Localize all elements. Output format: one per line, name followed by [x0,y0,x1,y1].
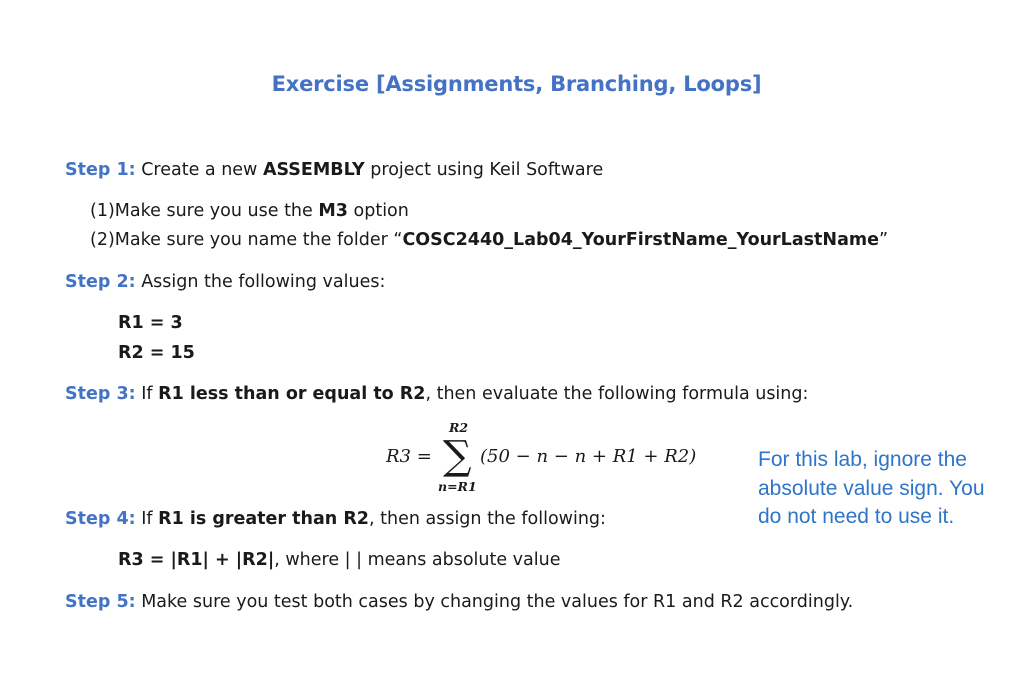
page-title: Exercise [Assignments, Branching, Loops] [271,72,762,96]
assignment-r1-text: R1 = 3 [118,313,183,333]
side-note: For this lab, ignore the absolute value sign. You do not need to use it. [758,448,985,528]
formula-body: (50 − n − n + R1 + R2) [480,446,697,467]
step-5 [65,590,853,614]
step-1-bold: ASSEMBLY [262,160,365,180]
formula-lhs-text: R3 = [386,446,432,467]
step-3 [65,382,808,406]
step-1-label: Step 1: [65,160,136,180]
step-4-label: Step 4: [65,509,136,529]
step-1-text-pre: Create a new [135,160,263,180]
assignment-r1 [118,311,183,335]
item-text-post: option [347,201,409,221]
step-3-bold: R1 less than or equal to R2 [158,384,426,404]
item-text-pre: Make sure you use the [114,201,319,221]
step-4 [65,507,606,531]
item-bold: M3 [318,201,348,221]
item-text-post: ” [878,230,889,250]
assignment-r2 [118,341,195,365]
abs-formula-note: , where | | means absolute value [274,550,561,570]
step-1-item-1 [90,199,409,223]
formula-lhs [386,446,432,467]
formula-lower-limit: n=R1 [438,479,477,494]
step-3-label: Step 3: [65,384,136,404]
item-bold: COSC2440_Lab04_YourFirstName_YourLastName [402,230,879,250]
step-2 [65,270,385,294]
abs-formula: R3 = |R1| + |R2| [118,550,275,570]
step-2-label: Step 2: [65,272,136,292]
step-1 [65,158,603,182]
step-4-text-pre: If [135,509,159,529]
sigma-symbol: ∑ [443,433,472,479]
step-4-assignment [118,548,560,572]
item-number: (2) [90,230,115,250]
step-4-text-post: , then assign the following: [368,509,606,529]
formula-upper-limit: R2 [449,420,469,435]
step-5-text: Make sure you test both cases by changing the values for R1 and R2 accordingly. [135,592,854,612]
item-number: (1) [90,201,115,221]
step-4-bold: R1 is greater than R2 [158,509,369,529]
step-2-text: Assign the following values: [135,272,386,292]
step-3-text-pre: If [135,384,159,404]
step-1-item-2 [90,228,888,252]
item-text-pre: Make sure you name the folder “ [114,230,403,250]
step-3-text-post: , then evaluate the following formula using: [425,384,809,404]
step-1-text-post: project using Keil Software [364,160,604,180]
assignment-r2-text: R2 = 15 [118,343,195,363]
step-5-label: Step 5: [65,592,136,612]
